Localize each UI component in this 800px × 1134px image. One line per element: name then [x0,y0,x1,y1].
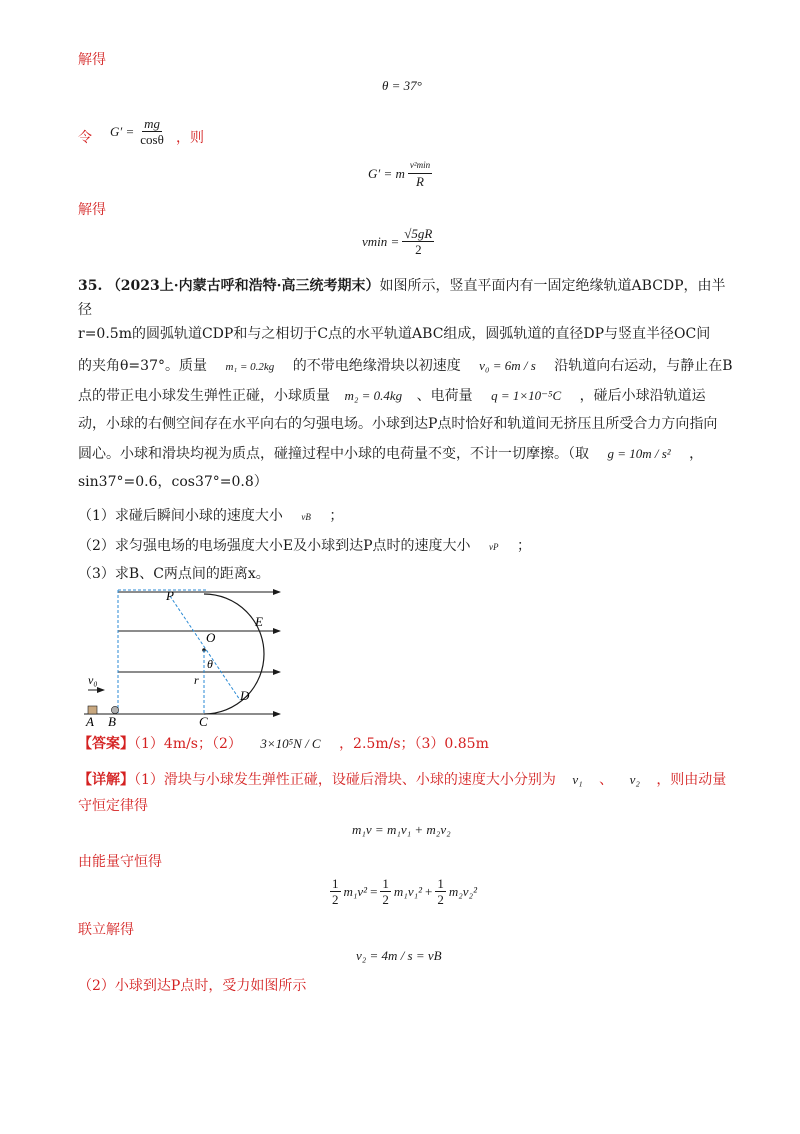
problem-text-4b: 的不带电绝缘滑块以初速度 [292,358,461,374]
question-1 [78,506,343,527]
theta-equation: θ = 37° [382,78,422,93]
problem-line-5 [78,386,706,406]
detail-line-1 [78,770,726,790]
joint-label: 联立解得 [78,922,134,938]
problem-line-6: 动，小球的右侧空间存在水平向右的匀强电场。小球到达P点时恰好和轨道间无挤压且所受合力方向指向 [78,416,718,432]
half-den-2: 2 [382,892,389,907]
solve-label-1: 解得 [78,52,106,68]
let-label: 令 [78,130,92,146]
problem-line-1 [78,276,726,296]
energy-term-1: m₁v² [343,883,368,899]
problem-source: （2023上·内蒙古呼和浩特·高三统考期末） [106,278,380,294]
let-numerator: mg [144,116,160,131]
detail-v1: v₁ [572,772,583,787]
problem-line-7 [78,444,703,464]
detail-sep: 、 [599,772,614,788]
g-eq-lhs: G′ = m [368,165,405,181]
question-2-var: vP [489,542,499,552]
label-b: B [108,714,116,726]
let-lhs: G′ = [110,123,135,139]
energy-equation: $\frac{1}{2}$ m₁v² = $\frac{1}{2}$ m₁v₁² + $\frac{1}{2}$ m₂v₂² [332,876,477,907]
energy-label: 由能量守恒得 [78,854,162,870]
let-denominator: cosθ [140,132,164,147]
answer-part-2: ，2.5m/s；（3）0.85m [339,736,489,752]
answer-e-value: 3×10⁵N / C [260,736,321,751]
v2-result: v₂ = 4m / s = vB [356,948,442,963]
label-theta: θ [207,657,213,671]
problem-number: 35. [78,278,103,294]
label-p: P [166,588,174,603]
answer-tag: 【答案】 [78,736,134,752]
question-2-end: ； [516,538,531,554]
half-den-1: 2 [332,892,339,907]
energy-term-2: m₁v₁² [393,883,423,899]
problem-text-4a: 的夹角θ=37°。质量 [78,358,207,374]
problem-text-7b: ， [689,446,704,462]
answer-part-1: （1）4m/s；（2） [134,736,242,752]
detail-v2: v₂ [629,772,640,787]
question-2-text: （2）求匀强电场的电场强度大小E及小球到达P点时的速度大小 [78,538,471,554]
track-diagram [80,586,290,726]
charge-value: q = 1×10⁻⁵C [491,388,562,403]
question-1-text: （1）求碰后瞬间小球的速度大小 [78,508,283,524]
problem-text-5a: 点的带正电小球发生弹性正碰，小球质量 [78,388,330,404]
question-1-var: vB [301,512,311,522]
problem-line-2: 径 [78,302,92,318]
half-num-1: 1 [332,876,339,891]
label-o: O [206,630,216,645]
vmin-numerator: √5gR [404,226,433,241]
answer-line [78,734,489,754]
momentum-equation: m₁v = m₁v₁ + m₂v₂ [352,822,451,837]
g-prime-definition [110,116,166,147]
g-prime-equation [368,158,432,189]
half-num-3: 1 [437,876,444,891]
detail-line-2: 守恒定律得 [78,798,148,814]
question-3: （3）求B、C两点间的距离x。 [78,566,270,582]
label-d: D [240,688,250,703]
detail-tag: 【详解】 [78,772,134,788]
label-v0: v₀ [88,673,98,687]
detail-text-1a: （1）滑块与小球发生弹性正碰，设碰后滑块、小球的速度大小分别为 [134,772,556,788]
diameter-dp [170,596,240,700]
g-eq-numerator: v²min [408,158,432,174]
m1-value: m₁ = 0.2kg [225,361,275,373]
then-label: ，则 [176,130,204,146]
problem-text-4c: 沿轨道向右运动，与静止在B [554,358,733,374]
slider-block [88,706,97,714]
g-value: g = 10m / s² [607,446,671,461]
m2-value: m₂ = 0.4kg [344,388,403,403]
problem-text-1: 如图所示，竖直平面内有一固定绝缘轨道ABCDP，由半 [379,278,726,294]
label-a: A [86,714,94,726]
charged-ball [111,706,118,713]
g-eq-denominator: R [416,174,424,189]
label-c: C [199,714,208,726]
solve-label-2: 解得 [78,202,106,218]
problem-line-8: sin37°=0.6，cos37°=0.8） [78,474,268,490]
question-2 [78,536,531,557]
detail-text-1b: ，则由动量 [656,772,727,788]
problem-text-7a: 圆心。小球和滑块均视为质点，碰撞过程中小球的电荷量不变，不计一切摩擦。（取 [78,446,589,462]
problem-text-5c: ，碰后小球沿轨道运 [579,388,706,404]
circular-track [204,594,264,714]
problem-line-3: r=0.5m的圆弧轨道CDP和与之相切于C点的水平轨道ABC组成，圆弧轨道的直径DP与竖直半径OC间 [78,326,711,342]
question-1-end: ； [329,508,344,524]
vmin-equation [362,226,434,257]
v0-value: v₀ = 6m / s [479,358,536,373]
label-r: r [194,673,199,687]
half-den-3: 2 [437,892,444,907]
energy-term-3: m₂v₂² [448,883,477,899]
label-e: E [255,614,263,629]
vmin-lhs: vmin = [362,233,400,249]
problem-line-4 [78,356,733,377]
detail-part-2: （2）小球到达P点时，受力如图所示 [78,978,307,994]
vmin-denominator: 2 [415,242,422,257]
half-num-2: 1 [382,876,389,891]
problem-text-5b: 、电荷量 [416,388,473,404]
